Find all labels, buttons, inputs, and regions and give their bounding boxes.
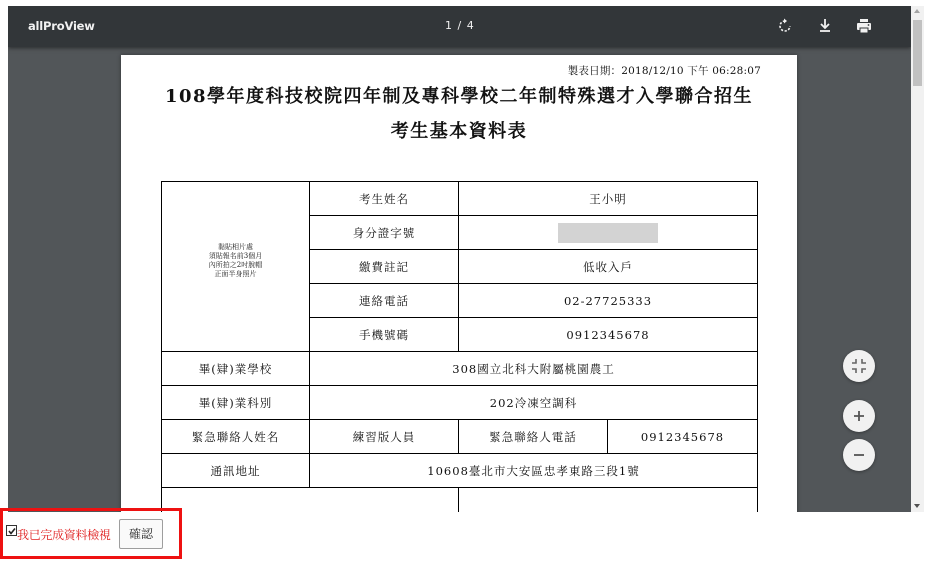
field-label: 身分證字號 <box>310 216 459 250</box>
viewer-scrollbar[interactable] <box>911 6 924 512</box>
field-value: 202冷凍空調科 <box>310 386 758 420</box>
review-checkbox[interactable] <box>6 525 17 536</box>
field-label: 緊急聯絡人電話 <box>459 420 608 454</box>
confirm-button[interactable]: 確認 <box>119 519 163 549</box>
page-subtitle: 考生基本資料表 <box>390 121 528 142</box>
fit-page-icon[interactable] <box>843 350 875 382</box>
field-value: 02-27725333 <box>459 284 758 318</box>
table-row <box>162 420 758 454</box>
student-info-table <box>161 181 758 512</box>
field-label: 通訊地址 <box>162 454 310 488</box>
page-indicator: 1 / 4 <box>445 19 475 32</box>
field-value: 308國立北科大附屬桃園農工 <box>310 352 758 386</box>
zoom-in-icon[interactable] <box>843 400 875 432</box>
table-row <box>162 352 758 386</box>
document-title: allProView <box>28 19 95 33</box>
field-value: 0912345678 <box>608 420 758 454</box>
photo-placeholder <box>162 182 310 352</box>
scroll-down-icon[interactable] <box>914 504 920 508</box>
table-row <box>162 488 758 513</box>
photo-note-line: 須貼報名前3個月 <box>208 251 263 260</box>
table-row <box>162 182 758 216</box>
viewer-toolbar <box>8 6 911 47</box>
page-title: 108學年度科技校院四年制及專科學校二年制特殊選才入學聯合招生 <box>164 86 754 107</box>
field-label: 考生姓名 <box>310 182 459 216</box>
empty-cell <box>459 488 758 513</box>
download-icon[interactable] <box>815 16 835 36</box>
field-label: 緊急聯絡人姓名 <box>162 420 310 454</box>
field-label: 畢(肄)業科別 <box>162 386 310 420</box>
rotate-icon[interactable] <box>775 16 795 36</box>
pdf-viewer[interactable] <box>8 6 911 512</box>
scroll-up-icon[interactable] <box>914 9 920 13</box>
print-date: 製表日期：2018/12/10 下午 06:28:07 <box>567 65 761 77</box>
field-label: 手機號碼 <box>310 318 459 352</box>
redacted-block <box>558 223 658 243</box>
photo-note-line: 黏貼相片處 <box>218 242 253 251</box>
field-value: 練習版人員 <box>310 420 459 454</box>
table-row <box>162 454 758 488</box>
scroll-thumb[interactable] <box>913 20 922 86</box>
field-value: 10608臺北市大安區忠孝東路三段1號 <box>310 454 758 488</box>
empty-cell <box>162 488 459 513</box>
field-value: 低收入戶 <box>459 250 758 284</box>
confirm-section <box>0 508 182 559</box>
table-row <box>162 386 758 420</box>
photo-note-line: 內所拍之2吋脫帽 <box>208 260 263 269</box>
field-value: 王小明 <box>459 182 758 216</box>
field-label: 繳費註記 <box>310 250 459 284</box>
field-label: 連絡電話 <box>310 284 459 318</box>
photo-note-line: 正面半身照片 <box>214 269 257 278</box>
print-icon[interactable] <box>854 16 874 36</box>
field-label: 畢(肄)業學校 <box>162 352 310 386</box>
id-number-value <box>459 216 758 250</box>
zoom-out-icon[interactable] <box>843 439 875 471</box>
field-value: 0912345678 <box>459 318 758 352</box>
pdf-page <box>121 55 797 512</box>
review-checkbox-label[interactable]: 我已完成資料檢視 <box>17 528 111 542</box>
